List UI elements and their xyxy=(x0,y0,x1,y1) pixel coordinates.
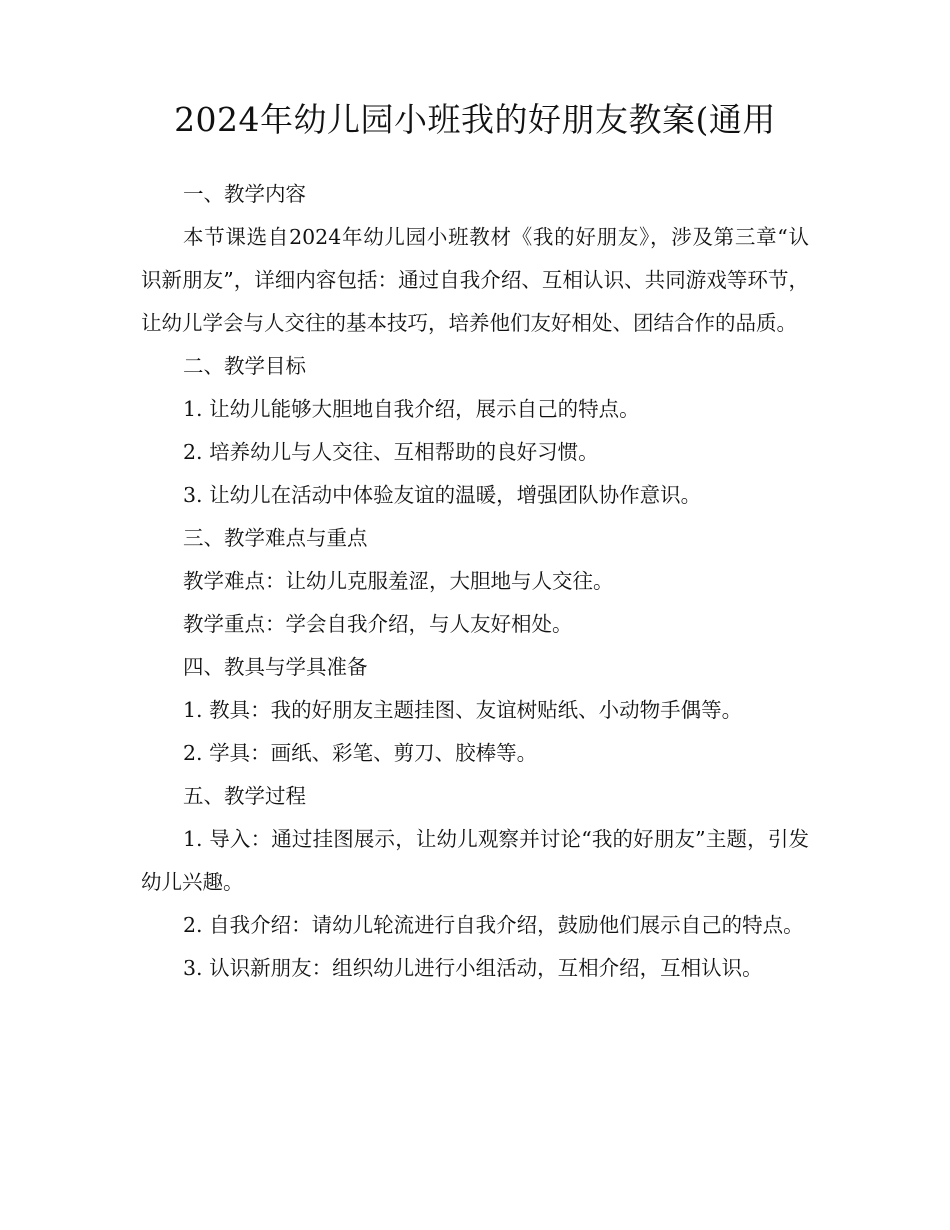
process-step: 2. 自我介绍：请幼儿轮流进行自我介绍，鼓励他们展示自己的特点。 xyxy=(183,913,804,937)
process-step: 1. 导入：通过挂图展示，让幼儿观察并讨论“我的好朋友”主题，引发幼儿兴趣。 xyxy=(141,827,809,894)
objective-item: 3. 让幼儿在活动中体验友谊的温暖，增强团队协作意识。 xyxy=(183,483,702,507)
section-heading-difficulties: 三、教学难点与重点 xyxy=(183,526,368,550)
process-step: 3. 认识新朋友：组织幼儿进行小组活动，互相介绍，互相认识。 xyxy=(183,956,763,980)
section-heading-content: 一、教学内容 xyxy=(183,182,306,206)
content-paragraph: 本节课选自2024年幼儿园小班教材《我的好朋友》，涉及第三章“认识新朋友”，详细内容包括：通过自我介绍、互相认识、共同游戏等环节，让幼儿学会与人交往的基本技巧，培养他们友好相处、团结合作的品质。 xyxy=(141,225,809,335)
objective-item: 2. 培养幼儿与人交往、互相帮助的良好习惯。 xyxy=(183,440,599,464)
section-heading-materials: 四、教具与学具准备 xyxy=(183,655,368,679)
section-heading-process: 五、教学过程 xyxy=(183,784,306,808)
section-heading-objectives: 二、教学目标 xyxy=(183,354,306,378)
document-body xyxy=(141,173,809,990)
key-point-paragraph: 教学重点：学会自我介绍，与人友好相处。 xyxy=(183,612,573,636)
materials-item: 2. 学具：画纸、彩笔、剪刀、胶棒等。 xyxy=(183,741,538,765)
materials-item: 1. 教具：我的好朋友主题挂图、友谊树贴纸、小动物手偶等。 xyxy=(183,698,743,722)
objective-item: 1. 让幼儿能够大胆地自我介绍，展示自己的特点。 xyxy=(183,397,640,421)
difficulty-paragraph: 教学难点：让幼儿克服羞涩，大胆地与人交往。 xyxy=(183,569,614,593)
document-title: 2024年幼儿园小班我的好朋友教案(通用 xyxy=(174,100,776,139)
